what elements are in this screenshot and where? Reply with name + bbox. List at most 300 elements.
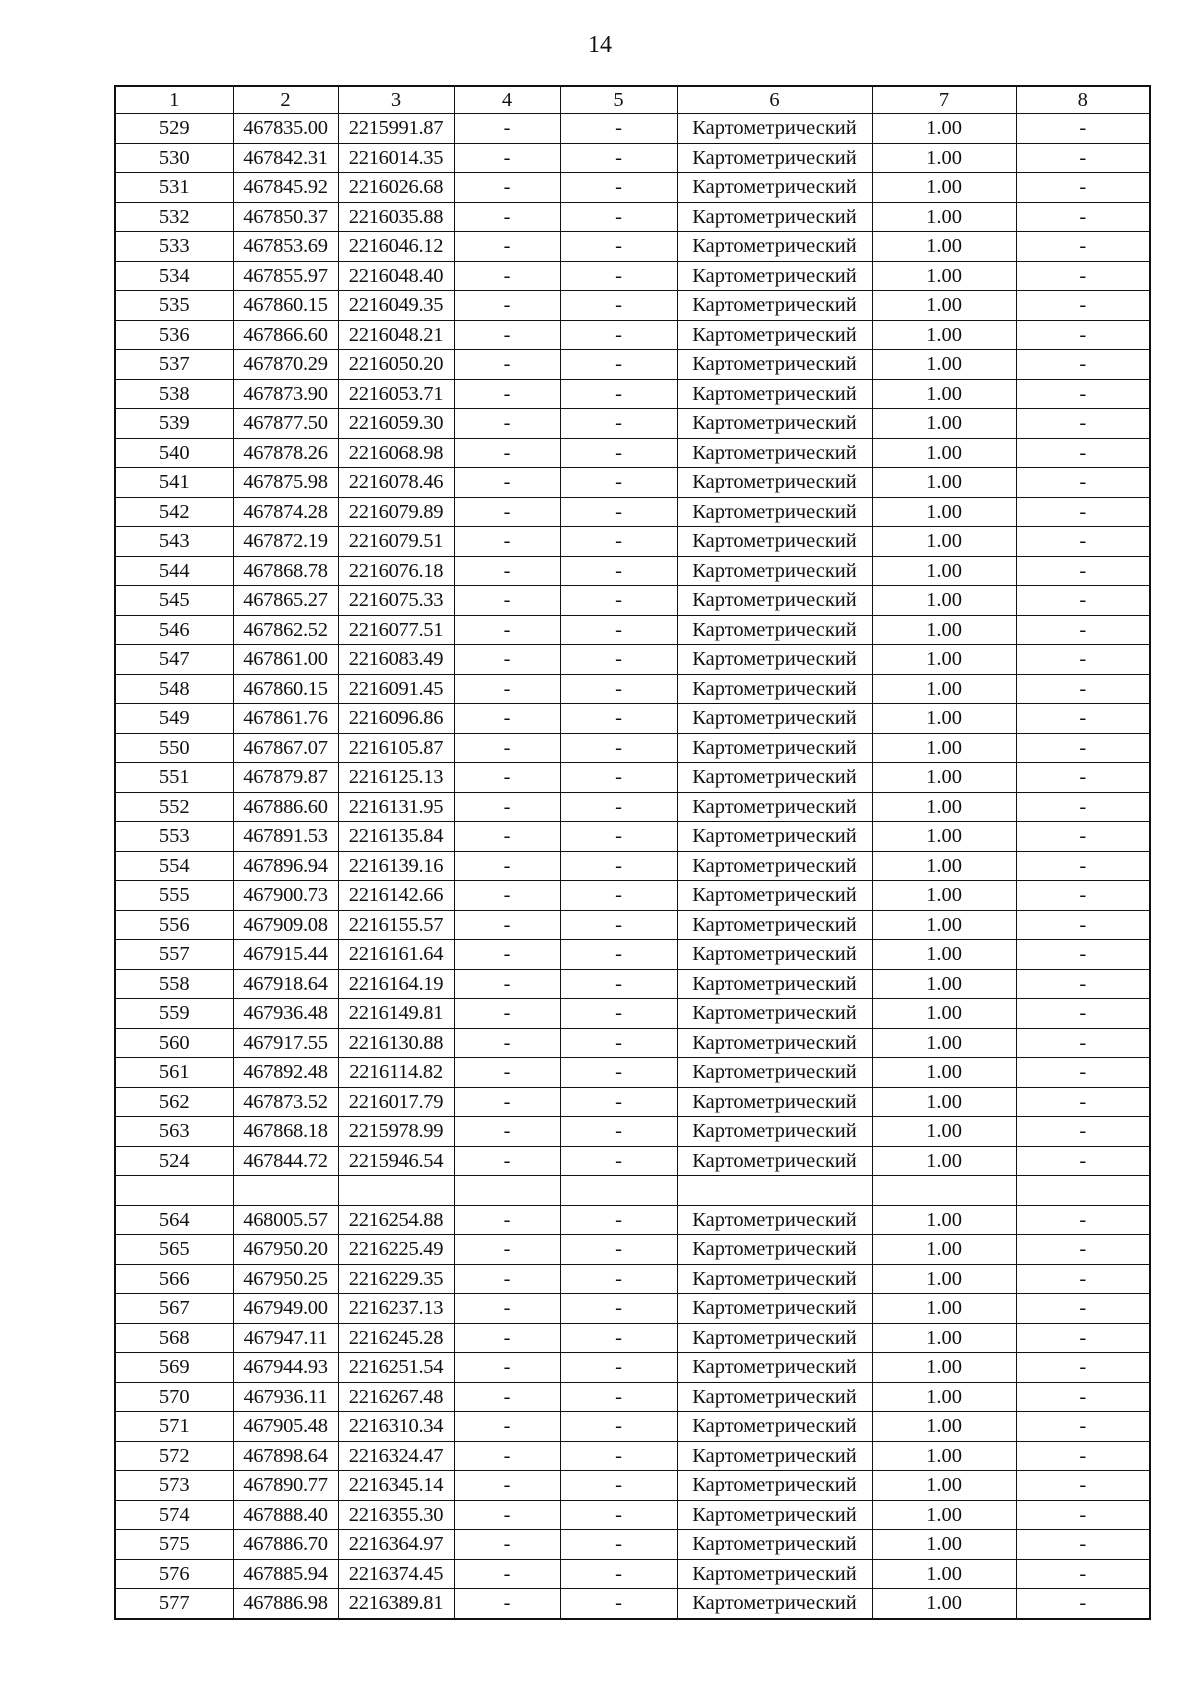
cell-col-4: - — [454, 438, 560, 468]
cell-col-8: - — [1016, 1353, 1150, 1383]
cell-col-4: - — [454, 556, 560, 586]
cell-col-5: - — [560, 1058, 677, 1088]
cell-col-5: - — [560, 1471, 677, 1501]
cell-y-coordinate: 2216324.47 — [338, 1441, 454, 1471]
cell-col-4: - — [454, 1530, 560, 1560]
cell-y-coordinate: 2216267.48 — [338, 1382, 454, 1412]
cell-col-4: - — [454, 586, 560, 616]
cell-method: Картометрический — [677, 586, 872, 616]
cell-accuracy: 1.00 — [872, 1264, 1016, 1294]
cell-point-number: 558 — [115, 969, 233, 999]
cell-col-4: - — [454, 261, 560, 291]
cell-x-coordinate: 467865.27 — [233, 586, 338, 616]
cell-point-number: 576 — [115, 1559, 233, 1589]
cell-y-coordinate: 2216310.34 — [338, 1412, 454, 1442]
cell-x-coordinate: 467860.15 — [233, 291, 338, 321]
cell-x-coordinate: 467866.60 — [233, 320, 338, 350]
table-row — [115, 1412, 1150, 1442]
cell-method: Картометрический — [677, 615, 872, 645]
table-row — [115, 438, 1150, 468]
cell-col-5: - — [560, 999, 677, 1029]
cell-method: Картометрический — [677, 940, 872, 970]
cell-col-5: - — [560, 1559, 677, 1589]
cell-y-coordinate: 2216345.14 — [338, 1471, 454, 1501]
table-row — [115, 586, 1150, 616]
cell-col-4: - — [454, 792, 560, 822]
cell-x-coordinate: 467845.92 — [233, 173, 338, 203]
cell-col-5: - — [560, 350, 677, 380]
cell-point-number: 529 — [115, 114, 233, 144]
cell-col-4: - — [454, 1028, 560, 1058]
cell-x-coordinate: 467861.76 — [233, 704, 338, 734]
cell-x-coordinate: 467873.52 — [233, 1087, 338, 1117]
table-row — [115, 556, 1150, 586]
cell-col-5: - — [560, 202, 677, 232]
cell-point-number: 575 — [115, 1530, 233, 1560]
cell-accuracy: 1.00 — [872, 497, 1016, 527]
cell-x-coordinate: 467949.00 — [233, 1294, 338, 1324]
cell-col-4: - — [454, 910, 560, 940]
cell-col-8: - — [1016, 1382, 1150, 1412]
cell-col-4 — [454, 1176, 560, 1206]
cell-col-5: - — [560, 910, 677, 940]
header-cell-7: 7 — [872, 86, 1016, 114]
cell-method: Картометрический — [677, 1382, 872, 1412]
cell-accuracy: 1.00 — [872, 851, 1016, 881]
cell-col-4: - — [454, 350, 560, 380]
cell-x-coordinate: 467878.26 — [233, 438, 338, 468]
cell-point-number: 555 — [115, 881, 233, 911]
cell-col-4: - — [454, 733, 560, 763]
cell-accuracy: 1.00 — [872, 1323, 1016, 1353]
cell-point-number: 553 — [115, 822, 233, 852]
cell-x-coordinate: 467900.73 — [233, 881, 338, 911]
cell-accuracy: 1.00 — [872, 232, 1016, 262]
table-row — [115, 1146, 1150, 1176]
cell-method: Картометрический — [677, 1087, 872, 1117]
cell-y-coordinate: 2216245.28 — [338, 1323, 454, 1353]
cell-method: Картометрический — [677, 261, 872, 291]
cell-point-number: 533 — [115, 232, 233, 262]
cell-col-8: - — [1016, 1205, 1150, 1235]
cell-col-4: - — [454, 763, 560, 793]
cell-method: Картометрический — [677, 497, 872, 527]
cell-accuracy: 1.00 — [872, 1382, 1016, 1412]
cell-point-number: 534 — [115, 261, 233, 291]
cell-col-5: - — [560, 1500, 677, 1530]
table-row — [115, 733, 1150, 763]
cell-x-coordinate: 467892.48 — [233, 1058, 338, 1088]
cell-point-number: 569 — [115, 1353, 233, 1383]
cell-y-coordinate: 2216096.86 — [338, 704, 454, 734]
cell-point-number: 543 — [115, 527, 233, 557]
cell-method: Картометрический — [677, 733, 872, 763]
cell-y-coordinate: 2216078.46 — [338, 468, 454, 498]
cell-col-4: - — [454, 1264, 560, 1294]
cell-y-coordinate: 2216083.49 — [338, 645, 454, 675]
cell-y-coordinate: 2216161.64 — [338, 940, 454, 970]
cell-col-8: - — [1016, 1323, 1150, 1353]
cell-col-4: - — [454, 232, 560, 262]
cell-point-number: 537 — [115, 350, 233, 380]
cell-method: Картометрический — [677, 1530, 872, 1560]
table-row — [115, 674, 1150, 704]
cell-col-8: - — [1016, 1264, 1150, 1294]
cell-col-8: - — [1016, 468, 1150, 498]
cell-col-4: - — [454, 1294, 560, 1324]
table-row — [115, 527, 1150, 557]
cell-col-8: - — [1016, 1235, 1150, 1265]
cell-x-coordinate: 467850.37 — [233, 202, 338, 232]
cell-y-coordinate: 2216049.35 — [338, 291, 454, 321]
cell-col-8: - — [1016, 350, 1150, 380]
cell-method: Картометрический — [677, 1323, 872, 1353]
cell-col-4: - — [454, 1323, 560, 1353]
header-cell-6: 6 — [677, 86, 872, 114]
cell-col-8: - — [1016, 232, 1150, 262]
cell-accuracy: 1.00 — [872, 527, 1016, 557]
cell-col-4: - — [454, 969, 560, 999]
cell-x-coordinate: 467842.31 — [233, 143, 338, 173]
cell-point-number: 557 — [115, 940, 233, 970]
cell-method: Картометрический — [677, 999, 872, 1029]
cell-y-coordinate: 2216091.45 — [338, 674, 454, 704]
cell-accuracy: 1.00 — [872, 1028, 1016, 1058]
table-header-row — [115, 86, 1150, 114]
table-row — [115, 999, 1150, 1029]
header-cell-8: 8 — [1016, 86, 1150, 114]
cell-col-8: - — [1016, 1087, 1150, 1117]
cell-y-coordinate: 2216254.88 — [338, 1205, 454, 1235]
cell-x-coordinate: 467844.72 — [233, 1146, 338, 1176]
cell-y-coordinate: 2216053.71 — [338, 379, 454, 409]
cell-y-coordinate: 2216026.68 — [338, 173, 454, 203]
cell-x-coordinate: 467950.20 — [233, 1235, 338, 1265]
cell-accuracy: 1.00 — [872, 1559, 1016, 1589]
cell-col-5: - — [560, 1087, 677, 1117]
table-row — [115, 851, 1150, 881]
cell-y-coordinate: 2216079.89 — [338, 497, 454, 527]
cell-x-coordinate: 467868.78 — [233, 556, 338, 586]
cell-method: Картометрический — [677, 173, 872, 203]
cell-col-8: - — [1016, 1530, 1150, 1560]
cell-y-coordinate: 2216046.12 — [338, 232, 454, 262]
cell-col-5: - — [560, 173, 677, 203]
cell-method: Картометрический — [677, 114, 872, 144]
cell-point-number: 572 — [115, 1441, 233, 1471]
table-row — [115, 1353, 1150, 1383]
cell-accuracy: 1.00 — [872, 1589, 1016, 1619]
cell-point-number: 571 — [115, 1412, 233, 1442]
cell-method: Картометрический — [677, 1294, 872, 1324]
cell-col-8: - — [1016, 1471, 1150, 1501]
cell-point-number: 535 — [115, 291, 233, 321]
cell-col-4: - — [454, 320, 560, 350]
cell-col-8: - — [1016, 792, 1150, 822]
cell-col-8: - — [1016, 202, 1150, 232]
cell-y-coordinate: 2216131.95 — [338, 792, 454, 822]
cell-accuracy — [872, 1176, 1016, 1206]
cell-accuracy: 1.00 — [872, 379, 1016, 409]
cell-method: Картометрический — [677, 202, 872, 232]
cell-accuracy: 1.00 — [872, 910, 1016, 940]
cell-point-number: 552 — [115, 792, 233, 822]
table-row — [115, 379, 1150, 409]
cell-col-8: - — [1016, 910, 1150, 940]
cell-col-8: - — [1016, 822, 1150, 852]
cell-col-8 — [1016, 1176, 1150, 1206]
cell-point-number: 540 — [115, 438, 233, 468]
cell-accuracy: 1.00 — [872, 704, 1016, 734]
cell-point-number: 531 — [115, 173, 233, 203]
cell-y-coordinate: 2216135.84 — [338, 822, 454, 852]
cell-accuracy: 1.00 — [872, 792, 1016, 822]
cell-x-coordinate: 467918.64 — [233, 969, 338, 999]
cell-accuracy: 1.00 — [872, 1146, 1016, 1176]
cell-point-number: 573 — [115, 1471, 233, 1501]
cell-method: Картометрический — [677, 674, 872, 704]
cell-x-coordinate: 467867.07 — [233, 733, 338, 763]
cell-col-5: - — [560, 143, 677, 173]
table-row — [115, 1176, 1150, 1206]
cell-accuracy: 1.00 — [872, 1087, 1016, 1117]
cell-y-coordinate: 2216389.81 — [338, 1589, 454, 1619]
page-number: 14 — [588, 32, 612, 58]
cell-x-coordinate: 467873.90 — [233, 379, 338, 409]
table-row — [115, 910, 1150, 940]
cell-x-coordinate: 467879.87 — [233, 763, 338, 793]
cell-x-coordinate: 467835.00 — [233, 114, 338, 144]
cell-point-number: 524 — [115, 1146, 233, 1176]
table-row — [115, 1058, 1150, 1088]
cell-col-8: - — [1016, 615, 1150, 645]
cell-col-4: - — [454, 1412, 560, 1442]
cell-col-5: - — [560, 1117, 677, 1147]
cell-col-8: - — [1016, 1028, 1150, 1058]
cell-method: Картометрический — [677, 1471, 872, 1501]
cell-col-4: - — [454, 1353, 560, 1383]
cell-col-4: - — [454, 674, 560, 704]
cell-y-coordinate: 2216035.88 — [338, 202, 454, 232]
cell-col-5: - — [560, 114, 677, 144]
cell-point-number: 538 — [115, 379, 233, 409]
cell-method: Картометрический — [677, 1500, 872, 1530]
cell-x-coordinate: 467872.19 — [233, 527, 338, 557]
cell-method: Картометрический — [677, 379, 872, 409]
table-row — [115, 1323, 1150, 1353]
cell-point-number: 559 — [115, 999, 233, 1029]
cell-accuracy: 1.00 — [872, 674, 1016, 704]
cell-col-4: - — [454, 1146, 560, 1176]
cell-accuracy: 1.00 — [872, 1294, 1016, 1324]
table-row — [115, 468, 1150, 498]
cell-x-coordinate: 467936.11 — [233, 1382, 338, 1412]
cell-col-4: - — [454, 1441, 560, 1471]
cell-x-coordinate: 467860.15 — [233, 674, 338, 704]
cell-method: Картометрический — [677, 232, 872, 262]
cell-point-number: 564 — [115, 1205, 233, 1235]
cell-y-coordinate: 2216048.40 — [338, 261, 454, 291]
cell-col-4: - — [454, 881, 560, 911]
cell-point-number: 550 — [115, 733, 233, 763]
cell-x-coordinate: 467853.69 — [233, 232, 338, 262]
cell-col-8: - — [1016, 999, 1150, 1029]
cell-col-5: - — [560, 1382, 677, 1412]
cell-col-5: - — [560, 409, 677, 439]
cell-y-coordinate: 2216229.35 — [338, 1264, 454, 1294]
cell-y-coordinate: 2216048.21 — [338, 320, 454, 350]
cell-x-coordinate: 467898.64 — [233, 1441, 338, 1471]
cell-x-coordinate: 467905.48 — [233, 1412, 338, 1442]
table-row — [115, 1235, 1150, 1265]
cell-y-coordinate: 2216237.13 — [338, 1294, 454, 1324]
cell-col-5: - — [560, 615, 677, 645]
cell-x-coordinate: 467915.44 — [233, 940, 338, 970]
cell-accuracy: 1.00 — [872, 1117, 1016, 1147]
table-row — [115, 1441, 1150, 1471]
cell-x-coordinate: 467917.55 — [233, 1028, 338, 1058]
cell-accuracy: 1.00 — [872, 114, 1016, 144]
table-row — [115, 940, 1150, 970]
cell-point-number: 532 — [115, 202, 233, 232]
cell-method: Картометрический — [677, 143, 872, 173]
cell-col-4: - — [454, 1500, 560, 1530]
cell-col-8: - — [1016, 1441, 1150, 1471]
cell-point-number: 530 — [115, 143, 233, 173]
table-row — [115, 1117, 1150, 1147]
cell-col-4: - — [454, 527, 560, 557]
cell-method: Картометрический — [677, 556, 872, 586]
cell-accuracy: 1.00 — [872, 1058, 1016, 1088]
cell-col-4: - — [454, 1589, 560, 1619]
cell-x-coordinate: 467875.98 — [233, 468, 338, 498]
table-row — [115, 1087, 1150, 1117]
cell-col-5: - — [560, 320, 677, 350]
table-row — [115, 291, 1150, 321]
cell-x-coordinate: 467886.60 — [233, 792, 338, 822]
cell-point-number: 544 — [115, 556, 233, 586]
cell-col-5: - — [560, 969, 677, 999]
cell-x-coordinate: 467886.70 — [233, 1530, 338, 1560]
cell-method: Картометрический — [677, 409, 872, 439]
cell-y-coordinate: 2216251.54 — [338, 1353, 454, 1383]
cell-point-number: 548 — [115, 674, 233, 704]
header-cell-5: 5 — [560, 86, 677, 114]
cell-col-4: - — [454, 1205, 560, 1235]
cell-method: Картометрический — [677, 468, 872, 498]
cell-point-number: 562 — [115, 1087, 233, 1117]
table-row — [115, 143, 1150, 173]
cell-method: Картометрический — [677, 822, 872, 852]
cell-method: Картометрический — [677, 851, 872, 881]
cell-col-8: - — [1016, 497, 1150, 527]
cell-accuracy: 1.00 — [872, 733, 1016, 763]
cell-accuracy: 1.00 — [872, 409, 1016, 439]
table-row — [115, 1382, 1150, 1412]
cell-y-coordinate: 2216068.98 — [338, 438, 454, 468]
cell-method: Картометрический — [677, 763, 872, 793]
table-row — [115, 763, 1150, 793]
cell-col-8: - — [1016, 940, 1150, 970]
cell-col-5 — [560, 1176, 677, 1206]
table-row — [115, 350, 1150, 380]
cell-col-4: - — [454, 409, 560, 439]
cell-col-4: - — [454, 468, 560, 498]
cell-col-4: - — [454, 1471, 560, 1501]
cell-col-8: - — [1016, 851, 1150, 881]
cell-x-coordinate: 467888.40 — [233, 1500, 338, 1530]
table-row — [115, 1471, 1150, 1501]
cell-col-5: - — [560, 1530, 677, 1560]
cell-col-8: - — [1016, 556, 1150, 586]
cell-point-number: 570 — [115, 1382, 233, 1412]
cell-accuracy: 1.00 — [872, 350, 1016, 380]
table-row — [115, 1559, 1150, 1589]
cell-accuracy: 1.00 — [872, 586, 1016, 616]
cell-method: Картометрический — [677, 1412, 872, 1442]
cell-col-4: - — [454, 645, 560, 675]
cell-method: Картометрический — [677, 1117, 872, 1147]
cell-accuracy: 1.00 — [872, 1500, 1016, 1530]
cell-x-coordinate: 467909.08 — [233, 910, 338, 940]
cell-method: Картометрический — [677, 969, 872, 999]
cell-col-5: - — [560, 1235, 677, 1265]
cell-col-5: - — [560, 1323, 677, 1353]
cell-col-8: - — [1016, 645, 1150, 675]
cell-method: Картометрический — [677, 438, 872, 468]
cell-col-5: - — [560, 556, 677, 586]
cell-y-coordinate: 2216374.45 — [338, 1559, 454, 1589]
cell-y-coordinate: 2216139.16 — [338, 851, 454, 881]
cell-point-number: 567 — [115, 1294, 233, 1324]
cell-col-5: - — [560, 497, 677, 527]
table-row — [115, 1500, 1150, 1530]
cell-x-coordinate: 467855.97 — [233, 261, 338, 291]
cell-col-8: - — [1016, 881, 1150, 911]
table-row — [115, 881, 1150, 911]
cell-method: Картометрический — [677, 1028, 872, 1058]
table-row — [115, 1205, 1150, 1235]
cell-col-8: - — [1016, 527, 1150, 557]
cell-col-8: - — [1016, 1294, 1150, 1324]
cell-x-coordinate: 467936.48 — [233, 999, 338, 1029]
cell-method: Картометрический — [677, 645, 872, 675]
cell-y-coordinate: 2215991.87 — [338, 114, 454, 144]
cell-x-coordinate: 467890.77 — [233, 1471, 338, 1501]
cell-col-4: - — [454, 999, 560, 1029]
cell-col-4: - — [454, 615, 560, 645]
cell-col-4: - — [454, 114, 560, 144]
cell-accuracy: 1.00 — [872, 1353, 1016, 1383]
cell-col-5: - — [560, 586, 677, 616]
cell-y-coordinate: 2216059.30 — [338, 409, 454, 439]
table-row — [115, 497, 1150, 527]
cell-y-coordinate: 2215978.99 — [338, 1117, 454, 1147]
cell-col-5: - — [560, 822, 677, 852]
cell-y-coordinate: 2216076.18 — [338, 556, 454, 586]
cell-point-number: 539 — [115, 409, 233, 439]
cell-y-coordinate: 2216077.51 — [338, 615, 454, 645]
cell-y-coordinate: 2216079.51 — [338, 527, 454, 557]
cell-point-number: 568 — [115, 1323, 233, 1353]
cell-y-coordinate: 2216114.82 — [338, 1058, 454, 1088]
cell-col-8: - — [1016, 261, 1150, 291]
cell-col-5: - — [560, 1589, 677, 1619]
cell-x-coordinate: 467874.28 — [233, 497, 338, 527]
cell-accuracy: 1.00 — [872, 763, 1016, 793]
cell-col-4: - — [454, 940, 560, 970]
cell-accuracy: 1.00 — [872, 291, 1016, 321]
